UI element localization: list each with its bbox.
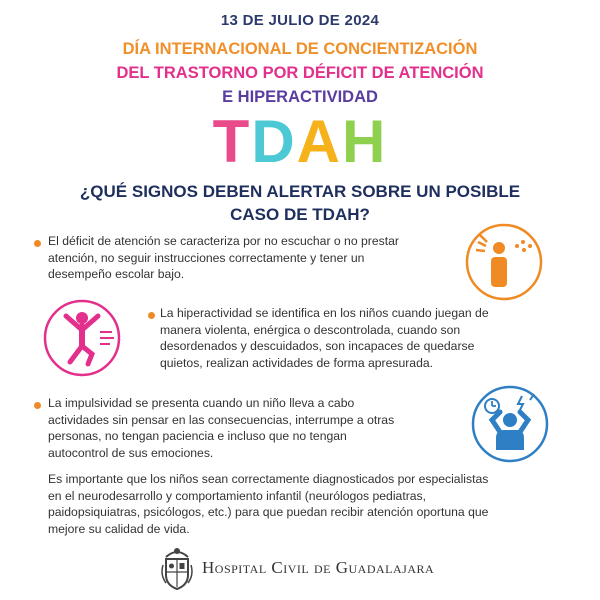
text-line: desempeño escolar bajo. <box>48 267 185 281</box>
title-line-1: DÍA INTERNACIONAL DE CONCIENTIZACIÓN <box>122 40 478 58</box>
jumping-person-icon <box>42 298 122 378</box>
bullet-dot <box>34 240 41 247</box>
text-line: actividades sin pensar en las consecuencias, interrumpe a otras <box>48 412 395 427</box>
tdah-letter-t: T <box>212 108 252 175</box>
tdah-letter-h: H <box>342 108 388 175</box>
text-line: El déficit de atención se caracteriza por no escuchar o no prestar <box>48 234 399 248</box>
bullet-dot <box>148 312 155 319</box>
text-line: desordenados y descuidados, son incapaces de quedarse <box>160 339 475 353</box>
tdah-logo <box>0 108 600 175</box>
tdah-letter-a: A <box>296 108 342 175</box>
text-line: paidopsiquiatras, psicólogos, etc.) para que puedan recibir atención oportuna que <box>48 505 489 519</box>
point-impulsivity-text <box>48 395 448 461</box>
title-line-2: DEL TRASTORNO POR DÉFICIT DE ATENCIÓN <box>116 64 484 82</box>
text-line: La hiperactividad se identifica en los niños cuando juegan de <box>160 306 489 320</box>
question-line-2: CASO DE TDAH? <box>230 205 370 224</box>
text-line: personas, no tengan paciencia e incluso que no tengan <box>48 429 347 443</box>
distracted-person-icon <box>464 222 544 302</box>
closing-paragraph <box>48 471 552 537</box>
bullet-dot <box>34 402 41 409</box>
title-line-3: E HIPERACTIVIDAD <box>222 88 378 106</box>
event-date: 13 DE JULIO DE 2024 <box>220 12 380 29</box>
text-line: mejore su calidad de vida. <box>48 521 190 536</box>
text-line: atención, no seguir instrucciones correctamente y tener un <box>48 250 365 265</box>
point-attention-text <box>48 233 440 283</box>
text-line: manera violenta, enérgica o descontrolada, cuando son <box>160 322 461 337</box>
tdah-letter-d: D <box>251 108 297 175</box>
text-line: autocontrol de sus emociones. <box>48 445 214 460</box>
text-line: quietos, realizan actividades de forma apresurada. <box>160 355 434 370</box>
stressed-person-icon <box>470 384 550 464</box>
text-line: en el neurodesarrollo y comportamiento infantil (neurólogos pediatras, <box>48 488 427 503</box>
text-line: La impulsividad se presenta cuando un niño lleva a cabo <box>48 396 355 410</box>
hospital-crest-icon <box>160 545 194 591</box>
section-question <box>0 180 600 226</box>
text-line: Es importante que los niños sean correctamente diagnosticados por especialistas <box>48 472 489 486</box>
question-line-1: ¿QUÉ SIGNOS DEBEN ALERTAR SOBRE UN POSIBLE <box>79 182 521 201</box>
hospital-name: Hospital Civil de Guadalajara <box>202 558 435 577</box>
point-hyperactivity-text <box>160 305 568 371</box>
